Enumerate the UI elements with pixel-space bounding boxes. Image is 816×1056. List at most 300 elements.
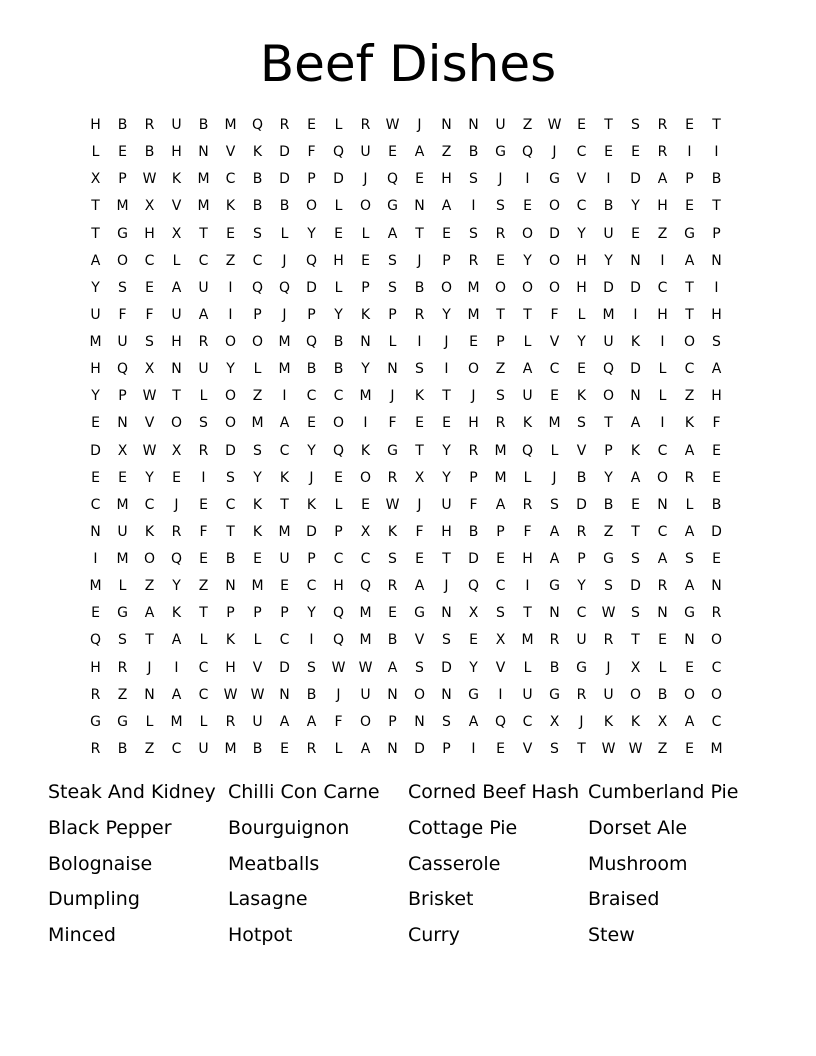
- grid-letter: Z: [657, 225, 668, 242]
- grid-letter: W: [601, 605, 616, 622]
- grid-letter: J: [174, 496, 179, 513]
- grid-letter: E: [442, 415, 451, 432]
- grid-letter: X: [144, 361, 155, 378]
- grid-letter: V: [522, 740, 533, 757]
- grid-letter: E: [685, 198, 694, 215]
- grid-letter: S: [415, 361, 424, 378]
- grid-letter: Q: [332, 442, 345, 459]
- grid-letter: A: [684, 252, 695, 269]
- grid-letter: D: [279, 144, 290, 161]
- grid-letter: D: [279, 659, 290, 676]
- grid-letter: O: [224, 334, 237, 350]
- grid-letter: Z: [603, 523, 614, 540]
- grid-letter: D: [603, 279, 614, 296]
- grid-letter: J: [579, 713, 584, 730]
- grid-letter: N: [117, 415, 128, 432]
- grid-letter: E: [334, 225, 343, 242]
- grid-letter: Z: [225, 252, 236, 269]
- grid-letter: E: [226, 225, 235, 242]
- grid-letter: D: [576, 496, 587, 513]
- grid-letter: E: [550, 388, 559, 405]
- word-list-item: Curry: [408, 924, 460, 946]
- grid-letter: M: [197, 198, 210, 215]
- grid-letter: H: [657, 306, 668, 323]
- grid-letter: S: [496, 388, 505, 405]
- grid-letter: R: [360, 117, 371, 133]
- grid-letter: U: [522, 388, 533, 405]
- grid-letter: O: [521, 279, 534, 296]
- grid-letter: H: [468, 415, 479, 432]
- grid-letter: H: [171, 334, 182, 350]
- grid-letter: I: [228, 306, 233, 323]
- grid-letter: J: [417, 252, 422, 269]
- grid-letter: P: [118, 171, 127, 188]
- grid-letter: V: [252, 659, 263, 676]
- grid-letter: J: [417, 117, 422, 133]
- grid-letter: A: [90, 252, 101, 269]
- grid-letter: I: [633, 306, 638, 323]
- grid-letter: O: [548, 279, 561, 296]
- grid-letter: E: [415, 415, 424, 432]
- grid-letter: T: [604, 117, 613, 133]
- grid-letter: J: [552, 144, 557, 161]
- grid-letter: E: [307, 415, 316, 432]
- grid-letter: S: [442, 713, 451, 730]
- grid-letter: X: [171, 225, 182, 242]
- grid-letter: J: [417, 496, 422, 513]
- grid-letter: H: [522, 551, 533, 567]
- grid-letter: O: [521, 225, 534, 242]
- grid-letter: R: [468, 252, 479, 269]
- grid-letter: P: [469, 469, 478, 486]
- grid-letter: Z: [117, 686, 128, 703]
- grid-letter: J: [498, 171, 503, 188]
- grid-letter: A: [657, 551, 668, 567]
- grid-letter: F: [550, 306, 559, 323]
- grid-letter: C: [657, 442, 668, 459]
- grid-letter: W: [358, 659, 373, 676]
- grid-letter: V: [576, 171, 587, 188]
- grid-letter: M: [224, 740, 237, 757]
- grid-letter: R: [198, 334, 209, 350]
- grid-letter: K: [171, 605, 182, 622]
- grid-letter: K: [225, 632, 236, 649]
- grid-letter: Y: [307, 605, 316, 622]
- grid-letter: B: [711, 171, 722, 188]
- grid-letter: D: [441, 659, 452, 676]
- grid-letter: A: [387, 659, 398, 676]
- grid-letter: B: [198, 117, 209, 133]
- grid-letter: M: [89, 578, 102, 595]
- grid-letter: Z: [252, 388, 263, 405]
- grid-letter: I: [525, 578, 530, 595]
- grid-letter: N: [198, 144, 209, 161]
- grid-letter: L: [145, 713, 154, 730]
- grid-letter: X: [549, 713, 560, 730]
- grid-letter: P: [253, 605, 262, 622]
- grid-letter: B: [549, 659, 560, 676]
- grid-letter: S: [550, 496, 559, 513]
- grid-letter: F: [307, 144, 316, 161]
- grid-letter: C: [333, 388, 344, 405]
- grid-letter: F: [415, 523, 424, 540]
- grid-letter: A: [171, 686, 182, 703]
- grid-letter: T: [631, 632, 640, 649]
- grid-letter: I: [660, 334, 665, 350]
- grid-letter: B: [333, 334, 344, 350]
- grid-letter: N: [225, 578, 236, 595]
- grid-letter: L: [658, 361, 667, 378]
- grid-letter: C: [576, 605, 587, 622]
- grid-letter: M: [359, 605, 372, 622]
- grid-letter: L: [199, 713, 208, 730]
- grid-letter: L: [280, 225, 289, 242]
- grid-letter: X: [144, 198, 155, 215]
- grid-letter: S: [496, 198, 505, 215]
- grid-letter: V: [225, 144, 236, 161]
- grid-letter: D: [306, 523, 317, 540]
- grid-letter: U: [198, 361, 209, 378]
- grid-letter: K: [387, 523, 398, 540]
- grid-letter: Z: [198, 578, 209, 595]
- grid-letter: Z: [522, 117, 533, 133]
- grid-letter: A: [144, 605, 155, 622]
- word-list-item: Dorset Ale: [588, 816, 688, 839]
- grid-letter: J: [606, 659, 611, 676]
- grid-letter: L: [361, 225, 370, 242]
- grid-letter: D: [468, 551, 479, 567]
- grid-letter: N: [90, 523, 101, 540]
- grid-letter: B: [252, 171, 263, 188]
- grid-letter: C: [306, 578, 317, 595]
- grid-letter: G: [387, 198, 398, 215]
- grid-letter: H: [90, 117, 101, 133]
- grid-letter: S: [118, 632, 127, 649]
- grid-letter: R: [549, 632, 560, 649]
- grid-letter: L: [658, 388, 667, 405]
- grid-letter: E: [577, 361, 586, 378]
- grid-letter: I: [525, 171, 530, 188]
- grid-letter: Q: [602, 361, 615, 378]
- grid-letter: B: [306, 361, 317, 378]
- grid-letter: I: [201, 469, 206, 486]
- grid-letter: A: [414, 578, 425, 595]
- grid-letter: U: [441, 496, 452, 513]
- grid-letter: K: [414, 388, 425, 405]
- grid-letter: A: [468, 713, 479, 730]
- grid-letter: U: [252, 713, 263, 730]
- grid-letter: E: [685, 740, 694, 757]
- grid-letter: T: [415, 225, 424, 242]
- grid-letter: Y: [442, 442, 451, 459]
- grid-letter: Q: [467, 578, 480, 595]
- grid-letter: E: [91, 415, 100, 432]
- grid-letter: C: [144, 496, 155, 513]
- grid-letter: Y: [604, 252, 613, 269]
- grid-letter: E: [172, 469, 181, 486]
- grid-letter: N: [144, 686, 155, 703]
- grid-letter: S: [145, 334, 154, 350]
- grid-letter: W: [142, 442, 157, 459]
- grid-letter: E: [712, 442, 721, 459]
- grid-letter: C: [576, 198, 587, 215]
- grid-letter: O: [359, 469, 372, 486]
- grid-letter: O: [224, 415, 237, 432]
- grid-letter: N: [279, 686, 290, 703]
- grid-letter: T: [604, 415, 613, 432]
- grid-letter: D: [414, 740, 425, 757]
- grid-letter: Q: [521, 144, 534, 161]
- grid-letter: Q: [251, 117, 264, 133]
- grid-letter: L: [577, 306, 586, 323]
- grid-letter: H: [90, 361, 101, 378]
- grid-letter: H: [333, 252, 344, 269]
- grid-letter: X: [630, 659, 641, 676]
- grid-letter: C: [225, 496, 236, 513]
- grid-letter: D: [225, 442, 236, 459]
- grid-letter: K: [576, 388, 587, 405]
- grid-letter: C: [684, 361, 695, 378]
- grid-letter: V: [549, 334, 560, 350]
- grid-letter: R: [657, 578, 668, 595]
- grid-letter: E: [199, 551, 208, 567]
- grid-letter: O: [656, 469, 669, 486]
- grid-letter: P: [307, 171, 316, 188]
- grid-letter: G: [117, 225, 128, 242]
- grid-letter: L: [658, 659, 667, 676]
- grid-letter: E: [469, 632, 478, 649]
- grid-letter: G: [684, 605, 695, 622]
- grid-letter: Y: [226, 361, 235, 378]
- grid-letter: C: [279, 632, 290, 649]
- grid-letter: O: [224, 388, 237, 405]
- grid-letter: M: [116, 496, 129, 513]
- grid-letter: Y: [91, 279, 100, 296]
- grid-letter: Q: [386, 171, 399, 188]
- grid-letter: E: [523, 198, 532, 215]
- grid-letter: M: [278, 361, 291, 378]
- grid-letter: K: [252, 144, 263, 161]
- grid-letter: E: [577, 117, 586, 133]
- grid-letter: E: [631, 496, 640, 513]
- grid-letter: O: [359, 198, 372, 215]
- grid-letter: L: [91, 144, 100, 161]
- grid-letter: E: [388, 144, 397, 161]
- grid-letter: W: [250, 686, 265, 703]
- grid-letter: K: [171, 171, 182, 188]
- word-list-item: Stew: [588, 924, 635, 946]
- grid-letter: U: [171, 306, 182, 323]
- grid-letter: J: [309, 469, 314, 486]
- grid-letter: F: [388, 415, 397, 432]
- grid-letter: C: [306, 388, 317, 405]
- grid-letter: S: [226, 469, 235, 486]
- grid-letter: D: [306, 279, 317, 296]
- grid-letter: G: [549, 686, 560, 703]
- grid-letter: E: [496, 252, 505, 269]
- grid-letter: Y: [307, 442, 316, 459]
- grid-letter: U: [360, 144, 371, 161]
- grid-letter: P: [388, 306, 397, 323]
- grid-letter: N: [711, 578, 722, 595]
- grid-letter: F: [712, 415, 721, 432]
- grid-letter: K: [252, 496, 263, 513]
- grid-letter: S: [550, 740, 559, 757]
- grid-letter: R: [684, 469, 695, 486]
- grid-letter: S: [253, 225, 262, 242]
- grid-letter: Y: [91, 388, 100, 405]
- grid-letter: I: [660, 252, 665, 269]
- grid-letter: P: [442, 252, 451, 269]
- grid-letter: L: [334, 279, 343, 296]
- grid-letter: I: [282, 388, 287, 405]
- word-list-item: Cumberland Pie: [588, 781, 739, 803]
- grid-letter: K: [603, 713, 614, 730]
- grid-letter: Y: [604, 469, 613, 486]
- grid-letter: T: [442, 388, 451, 405]
- grid-letter: B: [468, 144, 479, 161]
- grid-letter: E: [631, 225, 640, 242]
- grid-letter: S: [631, 551, 640, 567]
- grid-letter: E: [91, 469, 100, 486]
- grid-letter: A: [684, 523, 695, 540]
- grid-letter: K: [225, 198, 236, 215]
- grid-letter: B: [603, 496, 614, 513]
- grid-letter: P: [307, 551, 316, 567]
- grid-letter: M: [224, 117, 237, 133]
- grid-letter: W: [142, 388, 157, 405]
- grid-letter: M: [251, 415, 264, 432]
- grid-letter: C: [198, 659, 209, 676]
- grid-letter: E: [415, 551, 424, 567]
- grid-letter: S: [388, 551, 397, 567]
- grid-letter: L: [334, 198, 343, 215]
- grid-letter: S: [604, 578, 613, 595]
- grid-letter: D: [711, 523, 722, 540]
- grid-letter: P: [685, 171, 694, 188]
- grid-letter: P: [307, 306, 316, 323]
- grid-letter: V: [171, 198, 182, 215]
- grid-letter: I: [309, 632, 314, 649]
- grid-letter: A: [657, 171, 668, 188]
- grid-letter: R: [387, 469, 398, 486]
- grid-letter: X: [468, 605, 479, 622]
- grid-letter: G: [576, 659, 587, 676]
- grid-letter: N: [630, 388, 641, 405]
- grid-letter: C: [225, 171, 236, 188]
- grid-letter: S: [442, 632, 451, 649]
- grid-letter: A: [171, 632, 182, 649]
- grid-letter: A: [630, 415, 641, 432]
- grid-letter: A: [549, 523, 560, 540]
- grid-letter: M: [251, 578, 264, 595]
- grid-letter: L: [172, 252, 181, 269]
- grid-letter: T: [172, 388, 181, 405]
- grid-letter: J: [552, 469, 557, 486]
- grid-letter: R: [576, 523, 587, 540]
- grid-letter: A: [387, 225, 398, 242]
- grid-letter: W: [385, 117, 400, 133]
- grid-letter: H: [333, 578, 344, 595]
- grid-letter: R: [225, 713, 236, 730]
- grid-letter: A: [279, 713, 290, 730]
- grid-letter: M: [116, 198, 129, 215]
- grid-letter: J: [471, 388, 476, 405]
- grid-letter: L: [685, 496, 694, 513]
- grid-letter: M: [278, 334, 291, 350]
- grid-letter: P: [604, 442, 613, 459]
- grid-letter: J: [444, 334, 449, 350]
- grid-letter: E: [442, 225, 451, 242]
- grid-letter: M: [494, 442, 507, 459]
- grid-letter: E: [253, 551, 262, 567]
- grid-letter: R: [657, 144, 668, 161]
- grid-letter: O: [683, 686, 696, 703]
- grid-letter: Q: [278, 279, 291, 296]
- grid-letter: U: [90, 306, 101, 323]
- grid-letter: T: [442, 551, 451, 567]
- grid-letter: R: [495, 415, 506, 432]
- grid-letter: N: [657, 496, 668, 513]
- grid-letter: J: [444, 578, 449, 595]
- grid-letter: P: [496, 523, 505, 540]
- grid-letter: R: [198, 442, 209, 459]
- grid-letter: D: [90, 442, 101, 459]
- grid-letter: S: [685, 551, 694, 567]
- grid-letter: H: [90, 659, 101, 676]
- grid-letter: M: [197, 171, 210, 188]
- grid-letter: C: [495, 578, 506, 595]
- grid-letter: A: [360, 740, 371, 757]
- grid-letter: L: [523, 334, 532, 350]
- grid-letter: R: [414, 306, 425, 323]
- grid-letter: A: [684, 578, 695, 595]
- grid-letter: A: [549, 551, 560, 567]
- grid-letter: I: [606, 171, 611, 188]
- grid-letter: L: [523, 659, 532, 676]
- grid-letter: S: [469, 171, 478, 188]
- grid-letter: K: [306, 496, 317, 513]
- grid-letter: E: [388, 605, 397, 622]
- grid-letter: E: [280, 578, 289, 595]
- grid-letter: O: [116, 252, 129, 269]
- grid-letter: R: [90, 686, 101, 703]
- grid-letter: B: [657, 686, 668, 703]
- word-list-item: Meatballs: [228, 852, 320, 875]
- grid-letter: Y: [361, 361, 370, 378]
- grid-letter: U: [198, 740, 209, 757]
- grid-letter: J: [390, 388, 395, 405]
- grid-letter: I: [417, 334, 422, 350]
- grid-letter: M: [494, 469, 507, 486]
- grid-letter: Q: [359, 578, 372, 595]
- grid-letter: C: [279, 442, 290, 459]
- grid-letter: J: [336, 686, 341, 703]
- grid-letter: P: [253, 306, 262, 323]
- grid-letter: U: [117, 334, 128, 350]
- grid-letter: B: [306, 686, 317, 703]
- grid-letter: Y: [469, 659, 478, 676]
- grid-letter: O: [683, 334, 696, 350]
- grid-letter: U: [576, 632, 587, 649]
- grid-letter: Q: [305, 252, 318, 269]
- grid-letter: G: [603, 551, 614, 567]
- grid-letter: F: [523, 523, 532, 540]
- grid-letter: Q: [332, 632, 345, 649]
- grid-letter: E: [91, 605, 100, 622]
- grid-letter: R: [576, 686, 587, 703]
- grid-letter: I: [444, 361, 449, 378]
